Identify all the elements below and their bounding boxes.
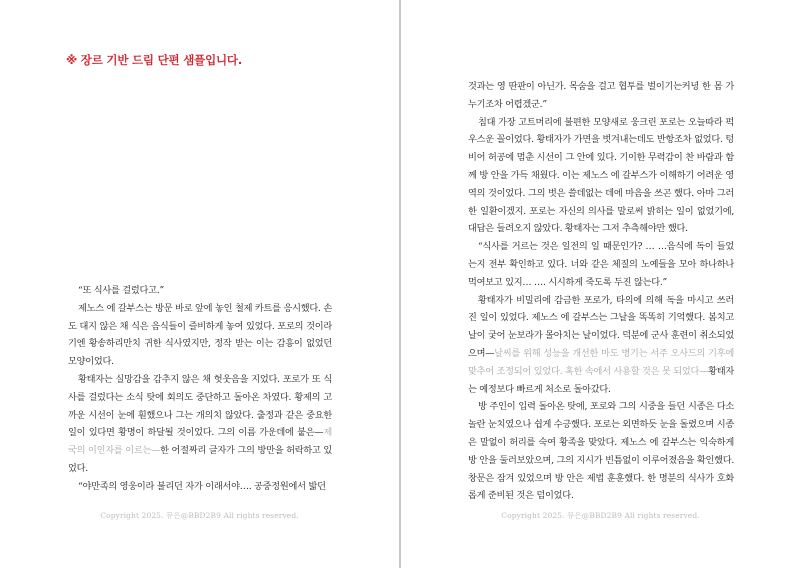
sample-notice: ※ 장르 기반 드림 단편 샘플입니다. — [66, 53, 242, 67]
gray-aside: 제국의 이인자를 이르는— — [68, 427, 332, 457]
text-run: 황태자가 비밀리에 감금한 포로가, 타의에 의해 독을 마시고 쓰러진 일이 있었다. 제노스 에 갈부스는 그날을 똑똑히 기억했다. 봄치고 날이 궂어 눈보라가 몰아치는 날이었다. 덕분에 군사 훈련이 취소되었으며— — [468, 294, 734, 359]
right-page-text — [468, 78, 734, 505]
paragraph: 것과는 영 딴판이 아닌가. 목숨을 걸고 협투를 벌이기는커녕 한 몸 가누기조차 어렵겠군.” — [468, 81, 734, 110]
text-run: 황태자는 실망감을 감추지 않은 채 헛웃음을 지었다. 포로가 또 식사를 걸렀다는 소식 탓에 회의도 중단하고 돌아온 차였다. 황제의 고까운 시선이 눈에 훤했으나 그는 개의치 않았다. 출정과 같은 중요한 일이 있다면 황명이 하달될 것이었다. 그의 이름 가운데에 붙은— — [68, 373, 332, 439]
paragraph: 침대 가장 고트머리에 불편한 모양새로 웅크린 포로는 오늘따라 퍽 우스운 꼴이었다. 황태자가 가면을 벗겨내는데도 반항조차 없었다. 텅 비어 허공에 멈춘 시선이 그 안에 있다. 기이한 무력감이 찬 바람과 함께 방 안을 가득 채웠다. 이는 제노스 에 갈부스가 이해하기 어려운 영역의 것이었다. 그의 벗은 쓸데없는 데에 마음을 쓰곤 했다. 아마 그러한 일환이겠지. 포로는 자신의 의사를 말로써 밝히는 일이 없었기에, 대답은 들려오지 않았다. 황태자는 그저 추측해야만 했다. — [468, 116, 734, 235]
right-page — [401, 0, 800, 568]
paragraph: “또 식사를 걸렀다고.” — [78, 285, 164, 296]
gray-aside: 날씨를 위해 성능을 개선한 마도 병기는 서주 오사드의 기후에 맞추어 조정되어 있었다. 혹한 속에서 사용할 것은 못 되었다— — [468, 347, 734, 377]
text-run: 한 어절짜리 글자가 그의 방만을 허락하고 있었다. — [68, 445, 332, 474]
paragraph: 제노스 에 갈부스는 방문 바로 앞에 놓인 철제 카트를 응시했다. 손도 대지 않은 채 식은 음식들이 즐비하게 놓여 있었다. 포로의 것이라기엔 황송하리만치 귀한 식사였지만, 정작 받는 이는 감흥이 없었던 모양이었다. — [68, 302, 332, 368]
left-page-text — [68, 282, 332, 496]
left-page — [0, 0, 399, 568]
paragraph: 방 주인이 입력 돌아온 탓에, 포로와 그의 시중을 들던 시종은 다소 놀란 눈치였으나 쉽게 수긍했다. 포로는 외면하듯 눈을 돌렸으며 시종은 말없이 허리를 숙여 황족을 맞았다. 제노스 에 갈부스는 익숙하게 방 안을 둘러보았으며, 그의 지시가 빈틈없이 이루어졌음을 확인했다. 창문은 잠겨 있었으며 방 안은 제법 훈훈했다. 한 명분의 식사가 호화롭게 준비된 것은 덤이었다. — [468, 401, 734, 502]
paragraph — [68, 371, 332, 478]
copyright-footer: Copyright 2025. 뮤은@BBD2B9 All rights reserved. — [501, 511, 700, 520]
text-run: 황태자는 예정보다 빠르게 처소로 돌아갔다. — [468, 365, 734, 395]
copyright-footer: Copyright 2025. 뮤은@BBD2B9 All rights reserved. — [100, 511, 299, 520]
paragraph: “야만족의 영웅이라 불리던 자가 이래서야…. 공중정원에서 밟던 — [78, 480, 326, 492]
paragraph: “식사를 거르는 것은 일전의 일 때문인가? … …음식에 독이 들었는지 전부 확인하고 있다. 너와 같은 체질의 노예들을 모아 하나하나 먹여보고 있지… …. 시시하게 죽도록 두진 않는다.” — [468, 241, 734, 288]
paragraph — [468, 292, 734, 399]
